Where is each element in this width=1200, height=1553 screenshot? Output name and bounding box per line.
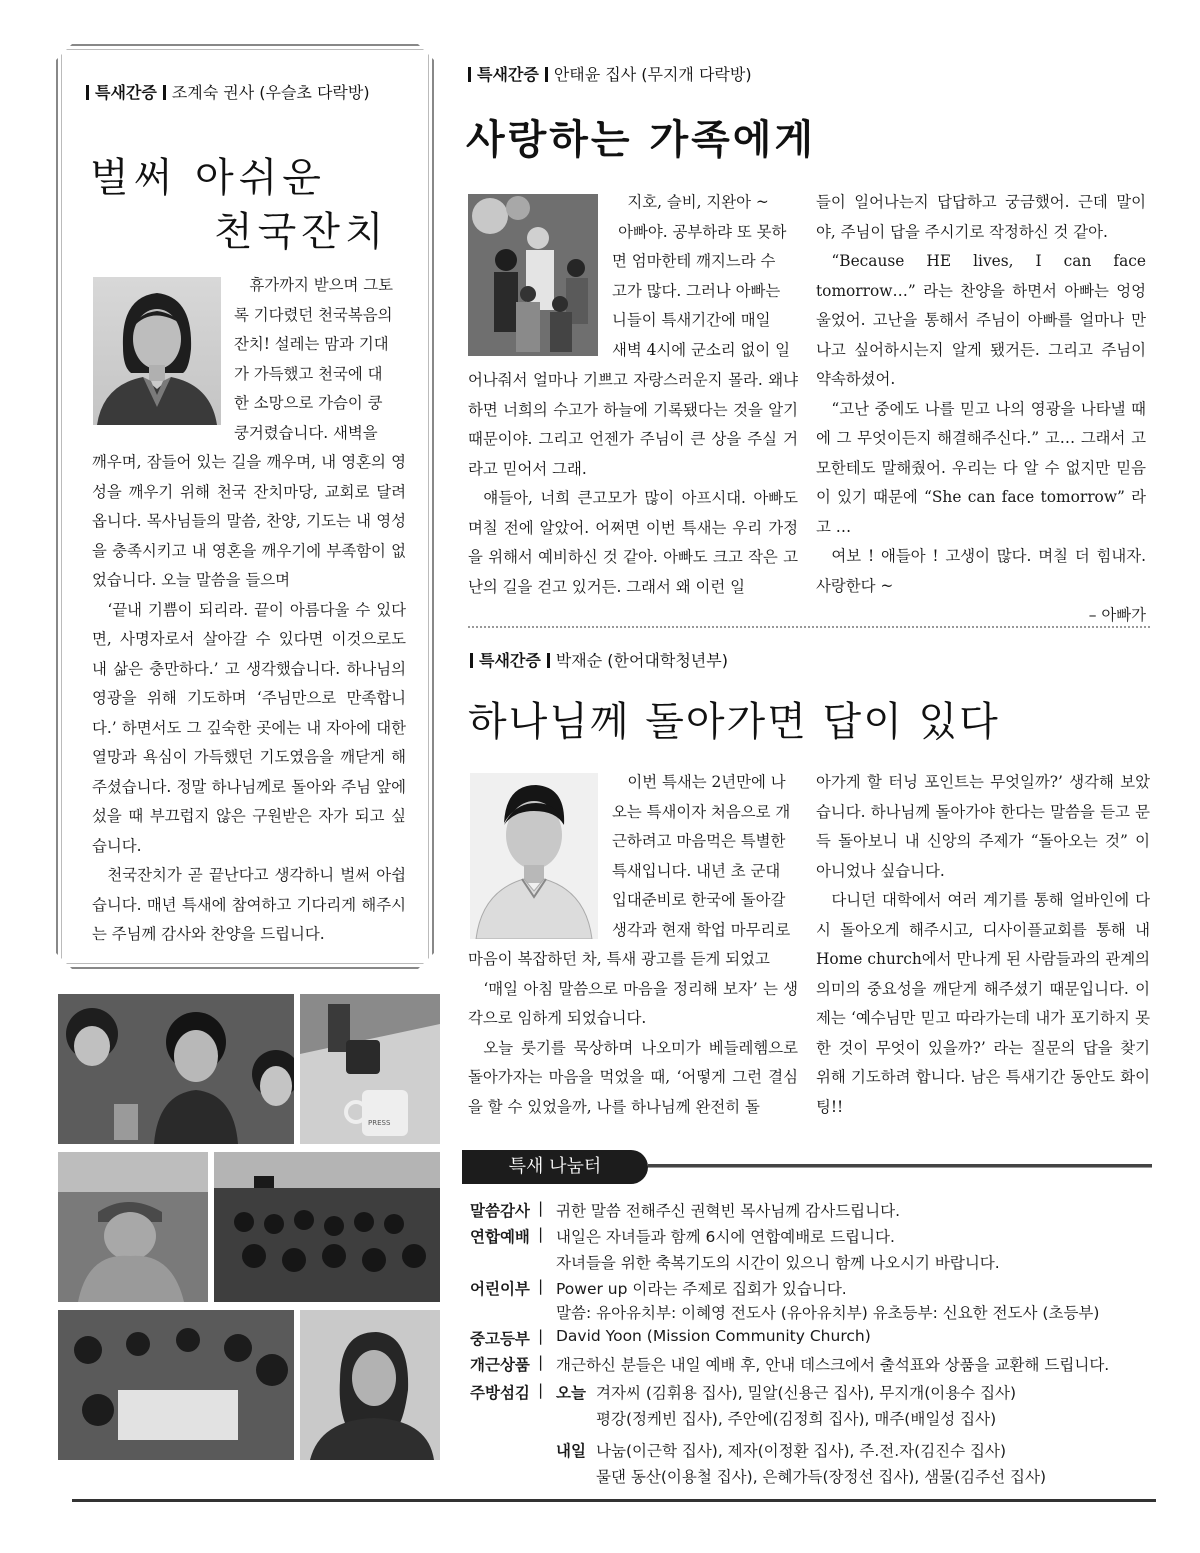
photo-table-mugs xyxy=(300,994,440,1144)
paragraph: 얘들아, 너희 큰고모가 많이 아프시대. 아빠도 며칠 전에 알았어. 어쩌면 이번 특새는 우리 가정을 위해서 예비하신 것 같아. 아빠도 크고 작은 고난의 길을 걷고 있거든. 그래서 왜 이런 일 xyxy=(468,489,798,596)
testimony1-body xyxy=(92,448,406,950)
notice-row-continued xyxy=(470,1407,1160,1439)
testimony1-title-line2: 천국잔치 xyxy=(214,209,389,255)
notice-row-continued xyxy=(470,1465,1160,1491)
photo-congregation xyxy=(214,1152,440,1302)
testimony-label: 특새간증 xyxy=(479,651,541,670)
section-divider xyxy=(468,626,1150,628)
notice-key: 중고등부 xyxy=(470,1330,530,1348)
notice-row xyxy=(470,1225,1160,1251)
text-line: 새벽 4시에 군소리 없이 일 xyxy=(612,340,791,359)
praying-photo-image xyxy=(58,1152,208,1302)
paragraph: ‘매일 아침 말씀으로 마음을 정리해 보자’ 는 생각으로 임하게 되었습니다. xyxy=(468,979,798,1027)
notice-text: 평강(정케빈 집사), 주안에(김정희 집사), 매주(배일성 집사) xyxy=(596,1410,997,1428)
photo-youth-group xyxy=(58,1310,294,1460)
notice-row-continued xyxy=(470,1251,1160,1277)
notice-key: 어린이부 xyxy=(470,1280,530,1298)
divider xyxy=(468,67,471,82)
portrait-woman-image xyxy=(93,277,221,425)
notice-text: David Yoon (Mission Community Church) xyxy=(556,1327,871,1345)
text-line: 오는 특새이자 처음으로 개 xyxy=(612,802,791,821)
text-line: 잔치! 설레는 맘과 기대 xyxy=(234,335,389,353)
notice-text: 겨자씨 (김휘용 집사), 밀알(신용근 집사), 무지개(이용수 집사) xyxy=(596,1384,1017,1402)
notice-text: 귀한 말씀 전해주신 권혁빈 목사님께 감사드립니다. xyxy=(556,1202,900,1220)
notice-text: 개근하신 분들은 내일 예배 후, 안내 데스크에서 출석표와 상품을 교환해 드립니다. xyxy=(556,1356,1110,1374)
testimony-label: 특새간증 xyxy=(95,83,157,102)
divider xyxy=(547,653,550,668)
divider: | xyxy=(538,1277,544,1295)
divider: | xyxy=(538,1327,544,1345)
testimony1-lead xyxy=(234,271,406,448)
text-line: 휴가까지 받으며 그토 xyxy=(249,276,393,294)
family-photo xyxy=(468,194,598,356)
testimony2-lead xyxy=(612,188,798,365)
notice-divider xyxy=(648,1164,1152,1168)
notice-row xyxy=(470,1353,1160,1381)
paragraph: 깨우며, 잠들어 있는 길을 깨우며, 내 영혼의 영성을 깨우기 위해 천국 잔치마당, 교회로 달려옵니다. 목사님들의 말씀, 찬양, 기도는 내 영성을 충족시키고 내 영혼을 깨우기에 부족함이 없었습니다. 오늘 말씀을 들으며 xyxy=(92,453,406,589)
testimony3-col1 xyxy=(468,945,798,1122)
testimony3-col2 xyxy=(816,768,1150,1122)
testimony-author: 조계숙 권사 (우슬초 다락방) xyxy=(171,83,370,102)
youth-photo-image xyxy=(58,1310,294,1460)
divider xyxy=(163,85,166,100)
testimony-label: 특새간증 xyxy=(477,65,539,84)
children-photo-image xyxy=(58,994,294,1144)
text-line: 쿵거렸습니다. 새벽을 xyxy=(234,423,378,442)
text-line: 지호, 슬비, 지완아 ~ xyxy=(627,193,769,211)
kitchen-tomorrow-label: 내일 xyxy=(556,1442,586,1460)
testimony1-header xyxy=(86,80,370,103)
author-portrait-man xyxy=(470,773,598,939)
notice-row-continued xyxy=(470,1301,1160,1327)
family-photo-image xyxy=(468,194,598,356)
testimony2-header xyxy=(468,62,752,85)
kitchen-today-label: 오늘 xyxy=(556,1384,586,1402)
testimony1-title-line1: 벌써 아쉬운 xyxy=(90,155,326,201)
testimony2-title: 사랑하는 가족에게 xyxy=(466,116,817,163)
divider: | xyxy=(538,1381,544,1399)
paragraph: ‘끝내 기쁨이 되리라. 끝이 아름다울 수 있다면, 사명자로서 살아갈 수 있다면 이것으로도 내 삶은 충만하다.’ 고 생각했습니다. 하나님의 영광을 위해 기도하며 ‘주님만으로 만족합니다.’ 하면서도 그 깊숙한 곳에는 내 자아에 대한 열망과 욕심이 가득했던 기도였음을 깨닫게 해주셨습니다. 정말 하나님께로 돌아와 주님 앞에 섰을 때 부끄럽지 않은 구원받은 자가 되고 싶습니다. xyxy=(92,600,406,855)
text-line: 특새입니다. 내년 초 군대 xyxy=(612,861,781,880)
testimony-author: 안태윤 집사 (무지개 다락방) xyxy=(553,65,752,84)
paragraph: 어나줘서 얼마나 기쁘고 자랑스러운지 몰라. 왜냐하면 너희의 수고가 하늘에 기록됐다는 것을 알기 때문이야. 그리고 언젠가 주님이 큰 상을 주실 거라고 믿어서 그래. xyxy=(468,371,798,478)
testimony3-header xyxy=(470,648,728,671)
paragraph: 들이 일어나는지 답답하고 궁금했어. 근데 말이야, 주님이 답을 주시기로 작정하신 것 같아. xyxy=(816,193,1146,241)
photo-girl-speaking xyxy=(300,1310,440,1460)
text-line: 생각과 현재 학업 마무리로 xyxy=(612,920,791,939)
text-line: 이번 특새는 2년만에 나 xyxy=(627,773,786,791)
notice-list xyxy=(470,1199,1160,1491)
portrait-man-image xyxy=(470,773,598,939)
text-line: 한 소망으로 가슴이 쿵 xyxy=(234,394,383,412)
testimony3-title: 하나님께 돌아가면 답이 있다 xyxy=(468,699,1000,745)
notice-key: 개근상품 xyxy=(470,1356,530,1374)
text-line: 니들이 특새기간에 매일 xyxy=(612,311,771,329)
congregation-photo-image xyxy=(214,1152,440,1302)
notice-title: 특새 나눔터 xyxy=(462,1150,648,1184)
paragraph: 마음이 복잡하던 차, 특새 광고를 듣게 되었고 xyxy=(468,950,770,968)
text-line: 고가 많다. 그러나 아빠는 xyxy=(612,281,781,300)
testimony3-lead xyxy=(612,768,798,945)
photo-children-eating xyxy=(58,994,294,1144)
notice-row-kitchen xyxy=(470,1381,1160,1407)
divider xyxy=(545,67,548,82)
text-line: 아빠야. 공부하랴 또 못하 xyxy=(618,222,787,241)
notice-row xyxy=(470,1199,1160,1225)
divider: | xyxy=(538,1199,544,1217)
divider xyxy=(86,85,89,100)
testimony-author: 박재순 (한어대학청년부) xyxy=(555,651,728,670)
notice-text: 자녀들을 위한 축복기도의 시간이 있으니 함께 나오시기 바랍니다. xyxy=(556,1254,1000,1272)
testimony2-signature: – 아빠가 xyxy=(1088,606,1146,624)
divider xyxy=(470,653,473,668)
notice-row-kitchen xyxy=(470,1439,1160,1465)
paragraph: 천국잔치가 곧 끝난다고 생각하니 벌써 아쉽습니다. 매년 특새에 참여하고 기다리게 해주시는 주님께 감사와 찬양을 드립니다. xyxy=(92,866,406,943)
notice-row xyxy=(470,1277,1160,1301)
paragraph: 오늘 룻기를 묵상하며 나오미가 베들레헴으로 돌아가자는 마음을 먹었을 때, ‘어떻게 그런 결심을 할 수 있었을까, 나를 하나님께 완전히 돌 xyxy=(468,1038,798,1116)
notice-text: Power up 이라는 주제로 집회가 있습니다. xyxy=(556,1280,847,1298)
paragraph: “Because HE lives, I can face tomorrow…” 라는 찬양을 하면서 아빠는 엉엉 울었어. 고난을 통해서 주님이 아빠를 얼마나 만나고 싶어하시는지 알게 됐거든. 그리고 주님이 약속하셨어. xyxy=(816,252,1146,388)
notice-key: 연합예배 xyxy=(470,1228,530,1246)
paragraph: “고난 중에도 나를 믿고 나의 영광을 나타낼 때에 그 무엇이든지 해결해주신다.” 고… 그래서 고모한테도 말해줬어. 우리는 다 알 수 없지만 믿음이 있기 때문에 “She can face tomorrow” 라고 … xyxy=(816,399,1146,536)
notice-text: 말씀: 유아유치부: 이혜영 전도사 (유아유치부) 유초등부: 신요한 전도사 (초등부) xyxy=(556,1304,1100,1322)
page-bottom-rule xyxy=(72,1499,1156,1502)
photo-man-praying xyxy=(58,1152,208,1302)
author-portrait-woman xyxy=(93,277,221,425)
mug-text: PRESS xyxy=(368,1119,391,1127)
notice-key: 말씀감사 xyxy=(470,1202,530,1220)
text-line: 록 기다렸던 천국복음의 xyxy=(234,305,393,324)
notice-text: 내일은 자녀들과 함께 6시에 연합예배로 드립니다. xyxy=(556,1228,895,1246)
notice-text: 물댄 동산(이용철 집사), 은혜가득(장정선 집사), 샘물(김주선 집사) xyxy=(596,1468,1047,1486)
text-line: 가 가득했고 천국에 대 xyxy=(234,364,383,383)
testimony2-col2 xyxy=(816,188,1146,631)
text-line: 입대준비로 한국에 돌아갈 xyxy=(612,891,786,909)
girl-photo-image xyxy=(300,1310,440,1460)
text-line: 면 엄마한테 깨지느라 수 xyxy=(612,252,776,270)
divider: | xyxy=(538,1353,544,1371)
notice-text: 나눔(이근학 집사), 제자(이정환 집사), 주.전.자(김진수 집사) xyxy=(596,1442,1007,1460)
notice-key: 주방섬김 xyxy=(470,1384,530,1402)
notice-row xyxy=(470,1327,1160,1353)
paragraph: 다니던 대학에서 여러 계기를 통해 얼바인에 다시 돌아오게 해주시고, 디사이플교회를 통해 내 Home church에서 만나게 된 사람들과의 관계의 의미의 중요성을 깨닫게 해주셨기 때문입니다. 이제는 ‘예수님만 믿고 따라가는데 내가 포기하지 못한 것이 무엇이 있을까?’ 라는 질문의 답을 찾기 위해 기도하려 합니다. 남은 특새기간 동안도 화이팅!! xyxy=(816,891,1150,1116)
divider: | xyxy=(538,1225,544,1243)
text-line: 근하려고 마음먹은 특별한 xyxy=(612,832,786,850)
testimony2-col1 xyxy=(468,366,798,602)
paragraph: 아가게 할 터닝 포인트는 무엇일까?’ 생각해 보았습니다. 하나님께 돌아가야 한다는 말씀을 듣고 문득 돌아보니 내 신앙의 주제가 “돌아오는 것” 이 아니었나 싶습니다. xyxy=(816,773,1150,880)
paragraph: 여보 ! 애들아 ! 고생이 많다. 며칠 더 힘내자. 사랑한다 ~ xyxy=(816,547,1146,595)
